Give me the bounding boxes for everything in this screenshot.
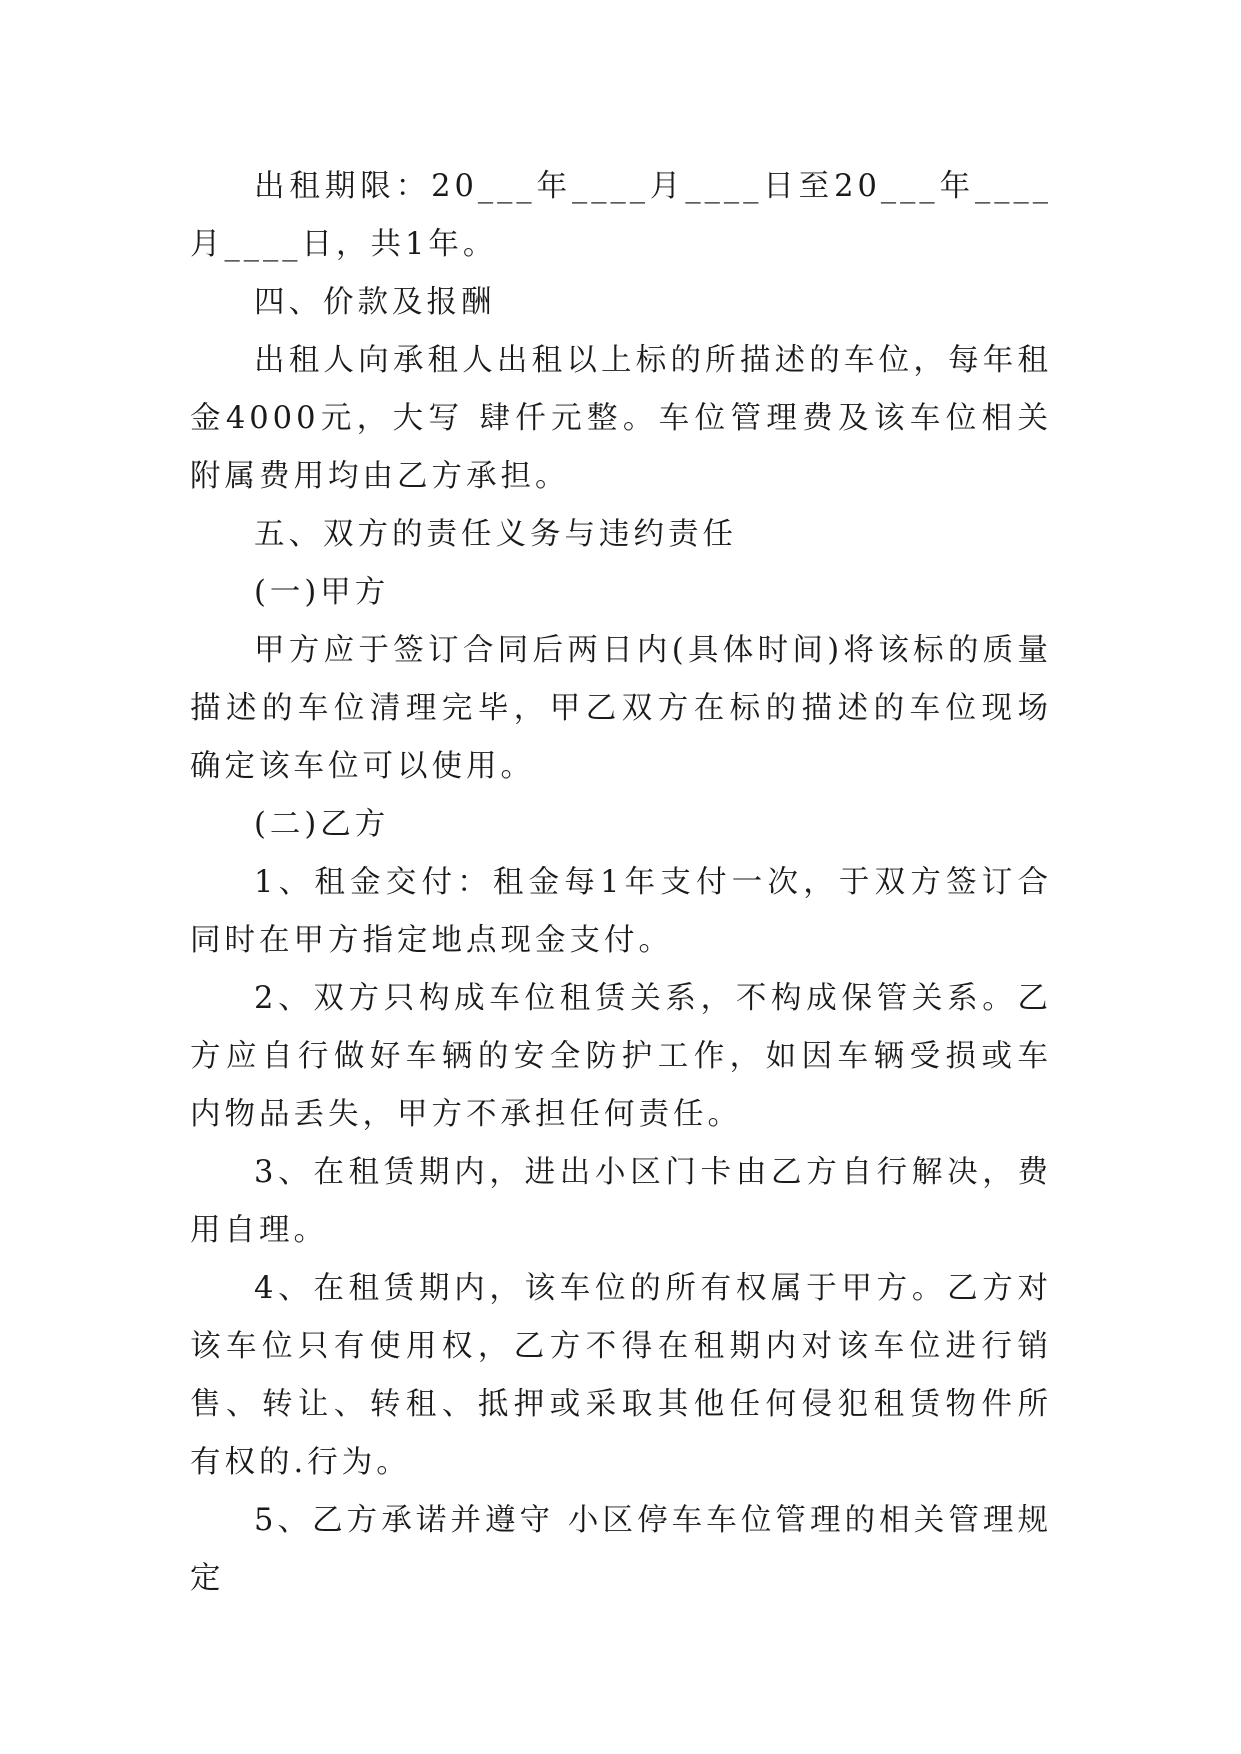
heading-price-remuneration: 四、价款及报酬 <box>254 285 496 320</box>
list-item-3: 3、在租赁期内，进出小区门卡由乙方自行解决，费用自理。 <box>190 1155 1052 1248</box>
paragraph-rent-amount: 出租人向承租人出租以上标的所描述的车位，每年租金4000元，大写 肆仟元整。车位管理费及该车位相关附属费用均由乙方承担。 <box>190 343 1052 494</box>
heading-responsibilities: 五、双方的责任义务与违约责任 <box>254 517 737 552</box>
document-body <box>190 158 1052 1608</box>
list-item-2: 2、双方只构成车位租赁关系，不构成保管关系。乙方应自行做好车辆的安全防护工作，如因车辆受损或车内物品丢失，甲方不承担任何责任。 <box>190 981 1052 1132</box>
subheading-party-b: (二)乙方 <box>254 807 390 842</box>
paragraph-lease-term: 出租期限：20___年____月____日至20___年____月____日，共1年。 <box>190 169 1052 262</box>
list-item-5: 5、乙方承诺并遵守 小区停车车位管理的相关管理规定 <box>190 1503 1052 1596</box>
paragraph-party-a-duty: 甲方应于签订合同后两日内(具体时间)将该标的质量描述的车位清理完毕，甲乙双方在标的描述的车位现场确定该车位可以使用。 <box>190 633 1052 784</box>
list-item-4: 4、在租赁期内，该车位的所有权属于甲方。乙方对该车位只有使用权，乙方不得在租期内对该车位进行销售、转让、转租、抵押或采取其他任何侵犯租赁物件所有权的.行为。 <box>190 1271 1052 1480</box>
subheading-party-a: (一)甲方 <box>254 575 390 610</box>
list-item-1: 1、租金交付：租金每1年支付一次，于双方签订合同时在甲方指定地点现金支付。 <box>190 865 1052 958</box>
